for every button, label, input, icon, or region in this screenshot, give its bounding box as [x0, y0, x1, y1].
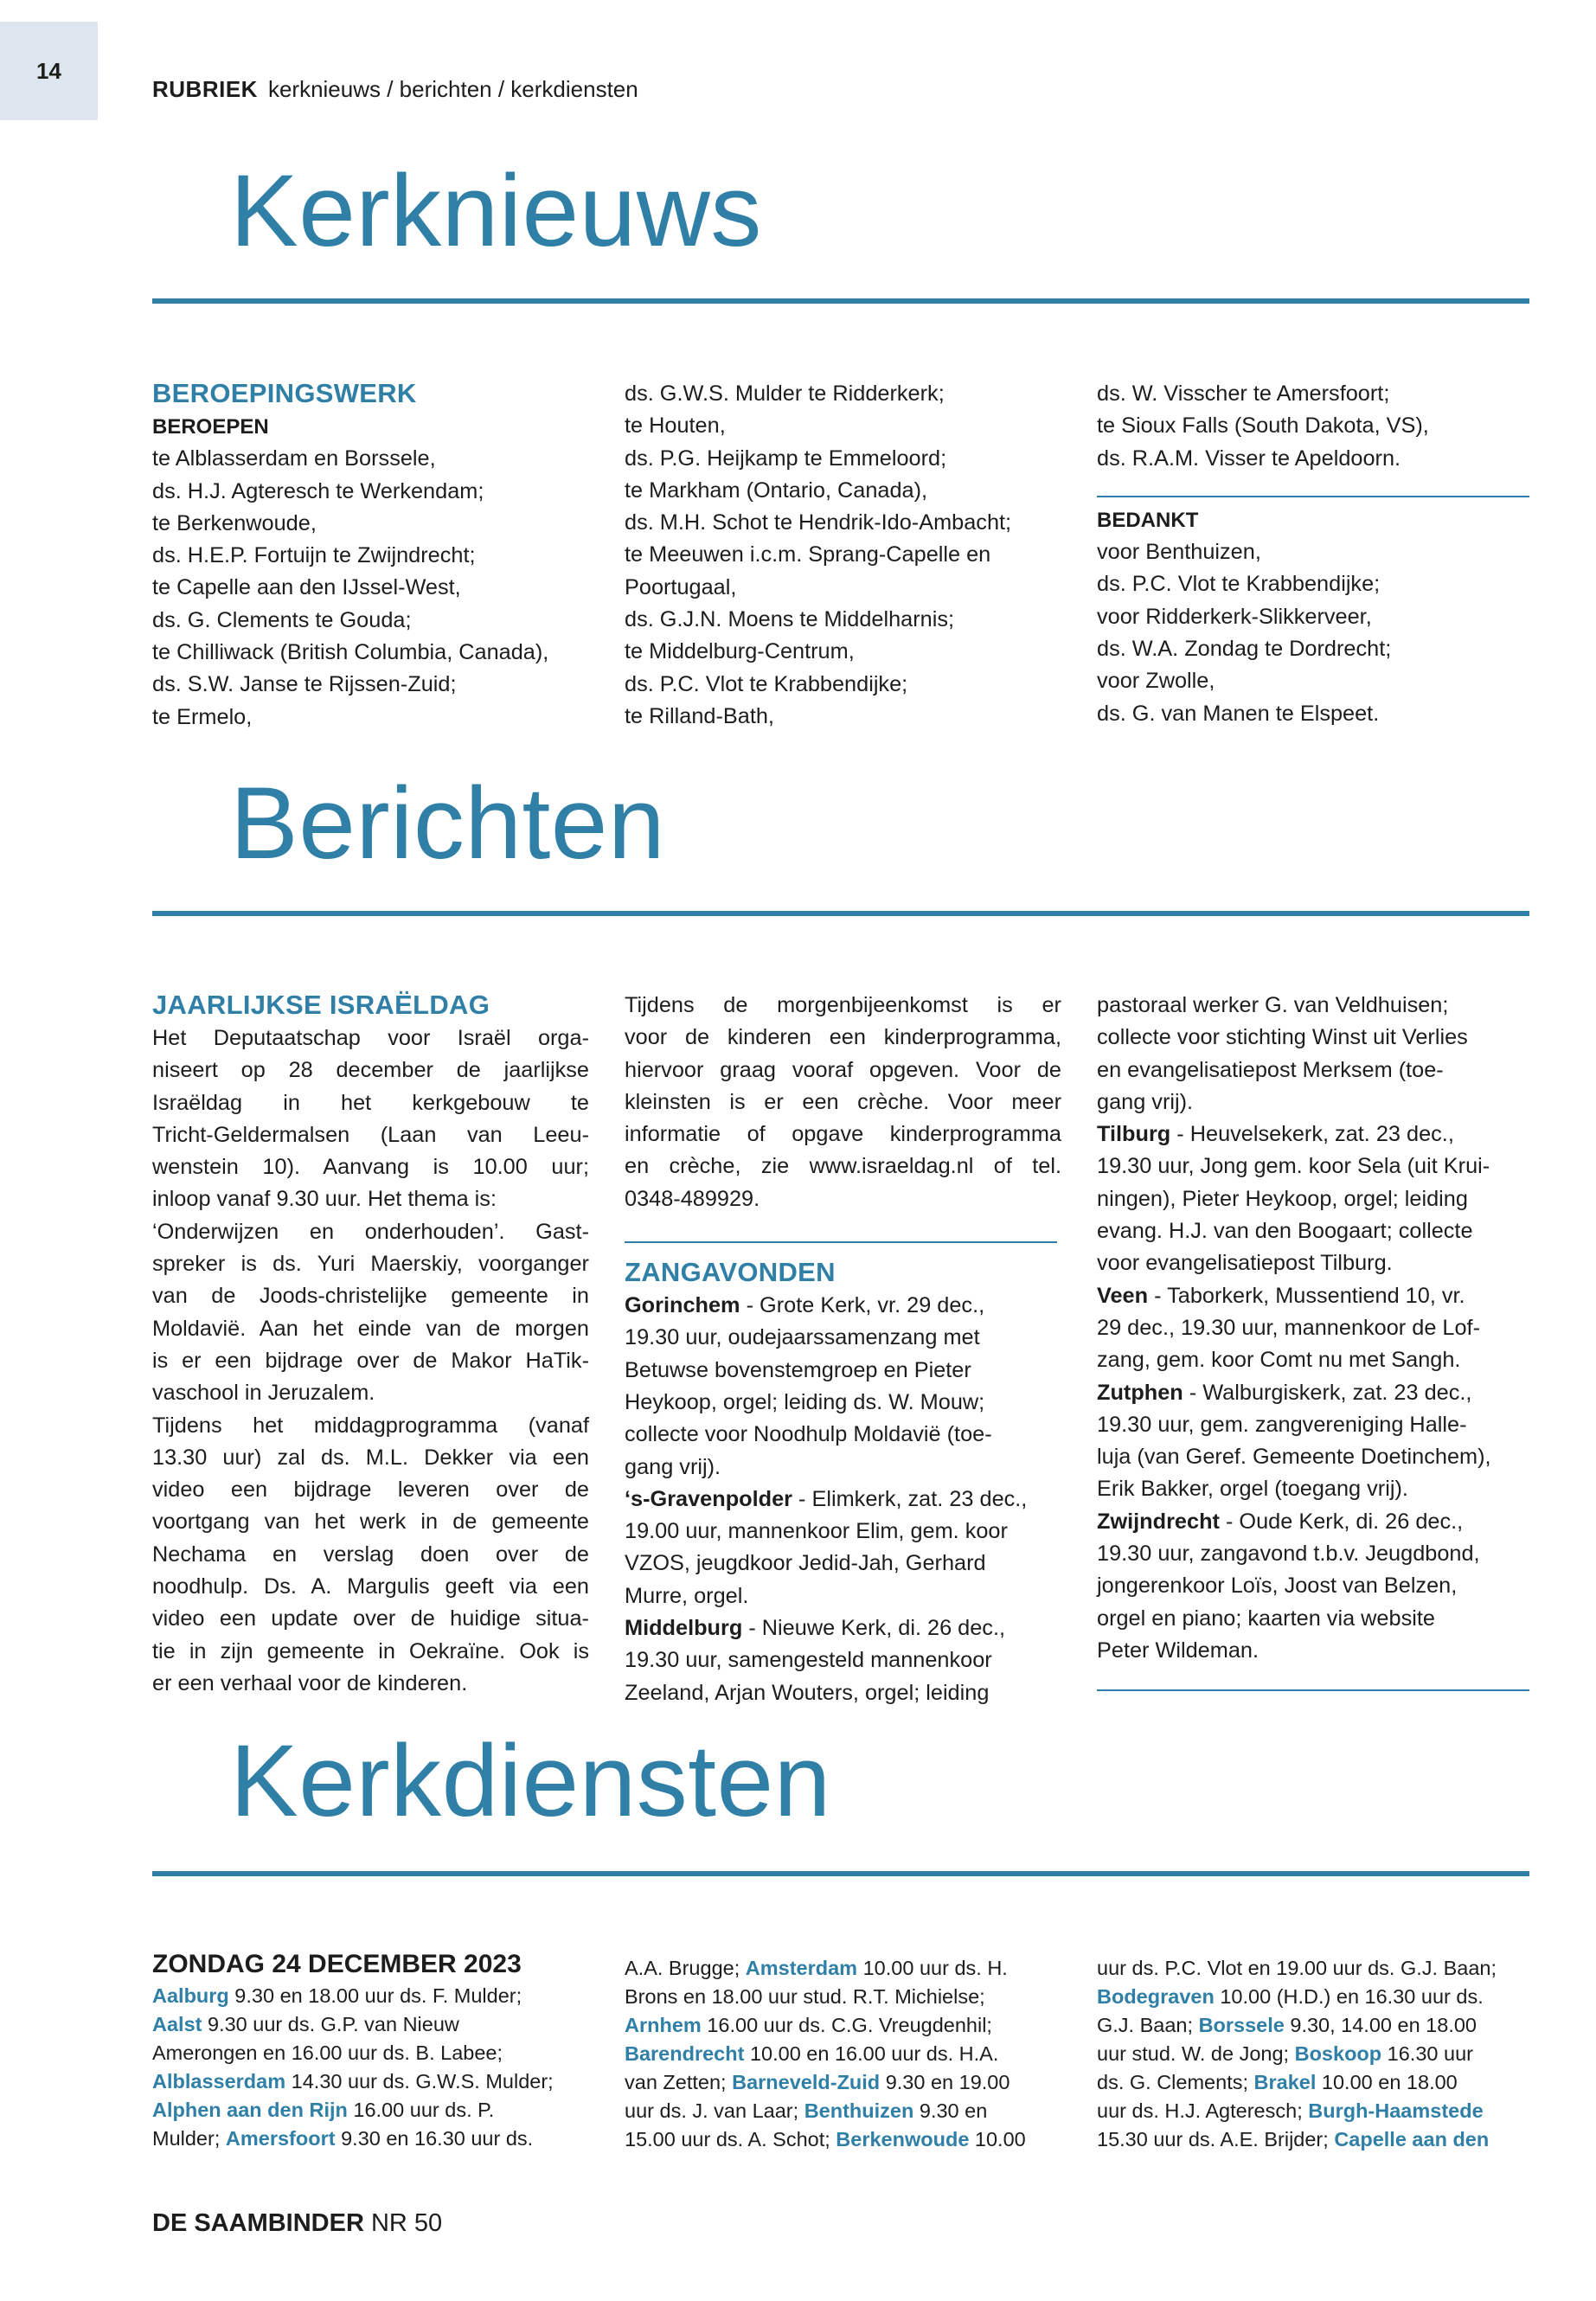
magazine-name: DE SAAMBINDER — [152, 2209, 364, 2237]
israeldag-line: is er een bijdrage over de Makor HaTik- — [152, 1348, 589, 1373]
israeldag-line: video een update over de huidige situa- — [152, 1606, 589, 1631]
zangavond-text: - Elimkerk, zat. 23 dec., — [792, 1486, 1028, 1511]
zangavond-line — [625, 1548, 1061, 1580]
zangavond-line — [1097, 1538, 1534, 1570]
beroep-line: ds. S.W. Janse te Rijssen-Zuid; — [152, 672, 457, 697]
kerkdiensten-col-2 — [625, 1954, 1061, 2154]
service-text: 15.30 uur ds. A.E. Brijder; — [1097, 2128, 1335, 2150]
zangavond-text: en evangelisatiepost Merksem (toe- — [1097, 1057, 1444, 1082]
divider — [1097, 496, 1529, 497]
berichten-rule — [152, 911, 1529, 916]
bedankt-line: ds. W.A. Zondag te Dordrecht; — [1097, 637, 1392, 662]
beroep-line: Poortugaal, — [625, 574, 737, 599]
zangavond-line — [625, 1484, 1061, 1516]
zangavond-text: Murre, orgel. — [625, 1583, 749, 1608]
service-text: A.A. Brugge; — [625, 1957, 746, 1979]
kerknieuws-col-3 — [1097, 378, 1534, 730]
zangavond-line — [1097, 1215, 1534, 1247]
kerkdiensten-rule — [152, 1871, 1529, 1876]
zangavond-line — [1097, 990, 1534, 1022]
zangavond-text: 19.30 uur, Jong gem. koor Sela (uit Krui- — [1097, 1154, 1490, 1179]
israeldag-line: ‘Onderwijzen en onderhouden’. Gast- — [152, 1219, 589, 1244]
service-text: 9.30 en 19.00 — [880, 2071, 1010, 2093]
bedankt-line: ds. P.C. Vlot te Krabbendijke; — [1097, 572, 1381, 597]
service-text: 16.00 uur ds. P. — [347, 2099, 495, 2121]
israeldag-line: spreker is ds. Yuri Maerskiy, voorganger — [152, 1252, 589, 1277]
bedankt-line: ds. G. van Manen te Elspeet. — [1097, 701, 1380, 726]
beroep-line: ds. M.H. Schot te Hendrik-Ido-Ambacht; — [625, 510, 1012, 535]
services-list-cont — [625, 1954, 1061, 2154]
zangavond-line — [625, 1612, 1061, 1644]
israeldag-line: kleinsten is er een crèche. Voor meer — [625, 1089, 1061, 1114]
service-text: ds. G. Clements; — [1097, 2071, 1254, 2093]
service-place: Brakel — [1253, 2071, 1317, 2093]
beroep-line: te Ermelo, — [152, 704, 253, 729]
zangavond-line — [1097, 1022, 1534, 1054]
service-line — [152, 1982, 589, 2010]
divider — [625, 1241, 1057, 1243]
service-place: Borssele — [1198, 2014, 1285, 2036]
zangavond-line — [625, 1322, 1061, 1354]
kerknieuws-col-1 — [152, 376, 589, 734]
service-text: Brons en 18.00 uur stud. R.T. Michielse; — [625, 1985, 985, 2008]
zangavond-text: 29 dec., 19.30 uur, mannenkoor de Lof- — [1097, 1315, 1481, 1340]
service-line — [152, 2096, 589, 2125]
zangavond-place: Gorinchem — [625, 1293, 740, 1318]
zangavond-place: Zwijndrecht — [1097, 1509, 1220, 1534]
zangavonden-list-cont — [1097, 990, 1534, 1667]
zangavond-line — [1097, 1377, 1534, 1409]
israeldag-line: Tijdens het middagprogramma (vanaf — [152, 1413, 589, 1438]
service-place: Aalburg — [152, 1984, 229, 2007]
zangavond-line — [625, 1452, 1061, 1484]
service-line — [1097, 1954, 1534, 1983]
service-text: 9.30 en 18.00 uur ds. F. Mulder; — [228, 1984, 522, 2007]
zangavond-text: luja (van Geref. Gemeente Doetinchem), — [1097, 1445, 1491, 1470]
zangavond-text: - Taborkerk, Mussentiend 10, vr. — [1148, 1283, 1465, 1308]
service-place: Benthuizen — [804, 2099, 914, 2122]
zangavond-line — [625, 1516, 1061, 1548]
kerkdiensten-title: Kerkdiensten — [230, 1724, 831, 1838]
service-place: Berkenwoude — [836, 2128, 970, 2150]
service-line — [1097, 2068, 1534, 2097]
service-text: 9.30 en 16.30 uur ds. — [335, 2127, 534, 2150]
zangavond-text: voor evangelisatiepost Tilburg. — [1097, 1251, 1393, 1276]
service-line — [1097, 2125, 1534, 2154]
zangavond-text: collecte voor stichting Winst uit Verlies — [1097, 1025, 1468, 1050]
israeldag-line: 13.30 uur) zal ds. M.L. Dekker via een — [152, 1445, 589, 1470]
issue-number: NR 50 — [370, 2209, 443, 2237]
beroep-line: te Middelburg-Centrum, — [625, 639, 855, 664]
service-text: 16.00 uur ds. C.G. Vreugdenhil; — [701, 2014, 992, 2036]
zangavond-place: ‘s-Gravenpolder — [625, 1486, 793, 1511]
service-text: 15.00 uur ds. A. Schot; — [625, 2128, 836, 2150]
service-text: 16.30 uur — [1381, 2042, 1473, 2065]
zangavond-place: Tilburg — [1097, 1122, 1171, 1147]
zangavond-line — [1097, 1280, 1534, 1312]
service-place: Aalst — [152, 2013, 202, 2035]
israeldag-line: Israëldag in het kerkgebouw te — [152, 1090, 589, 1115]
beroep-line: ds. G. Clements te Gouda; — [152, 607, 412, 632]
service-line — [152, 2010, 589, 2039]
beroep-line: te Alblasserdam en Borssele, — [152, 446, 436, 471]
beroep-line: te Markham (Ontario, Canada), — [625, 478, 928, 503]
zangavond-text: ningen), Pieter Heykoop, orgel; leiding — [1097, 1186, 1468, 1211]
service-place: Burgh-Haamstede — [1308, 2099, 1484, 2122]
service-line — [152, 2125, 589, 2153]
israeldag-line: noodhulp. Ds. A. Margulis geeft via een — [152, 1574, 589, 1599]
zangavond-line — [625, 1419, 1061, 1451]
zangavond-text: 19.30 uur, samengesteld mannenkoor — [625, 1648, 992, 1673]
service-place: Barneveld-Zuid — [732, 2071, 881, 2093]
zangavond-text: Peter Wildeman. — [1097, 1638, 1259, 1663]
beroep-line: te Rilland-Bath, — [625, 703, 774, 728]
israeldag-text-cont — [625, 990, 1061, 1215]
zangavond-line — [1097, 1603, 1534, 1635]
service-text: uur ds. J. van Laar; — [625, 2099, 804, 2122]
zangavond-text: zang, gem. koor Comt nu met Sangh. — [1097, 1348, 1461, 1373]
beroep-line: te Chilliwack (British Columbia, Canada), — [152, 640, 549, 665]
zangavond-text: orgel en piano; kaarten via website — [1097, 1606, 1435, 1631]
israeldag-line: Nechama en verslag doen over de — [152, 1541, 589, 1567]
beroep-line: ds. P.C. Vlot te Krabbendijke; — [625, 671, 908, 696]
zangavond-text: 19.00 uur, mannenkoor Elim, gem. koor — [625, 1519, 1008, 1544]
israeldag-line: video een bijdrage leveren over de — [152, 1477, 589, 1503]
service-line — [1097, 2011, 1534, 2040]
service-text: 10.00 — [969, 2128, 1026, 2150]
zangavond-line — [625, 1644, 1061, 1676]
zangavond-line — [1097, 1150, 1534, 1183]
beroepen-list — [152, 443, 589, 734]
zangavond-line — [1097, 1473, 1534, 1505]
service-place: Arnhem — [625, 2014, 702, 2036]
service-text: 9.30, 14.00 en 18.00 — [1284, 2014, 1477, 2036]
service-text: Mulder; — [152, 2127, 226, 2150]
israeldag-line: voor de kinderen een kinderprogramma, — [625, 1025, 1061, 1050]
service-text: uur ds. P.C. Vlot en 19.00 uur ds. G.J. Baan; — [1097, 1957, 1497, 1979]
service-line — [1097, 1983, 1534, 2011]
israeldag-line: vaschool in Jeruzalem. — [152, 1381, 375, 1406]
zangavond-line — [1097, 1183, 1534, 1215]
rubriek-label: RUBRIEK — [152, 76, 258, 102]
zangavond-text: collecte voor Noodhulp Moldavië (toe- — [625, 1422, 992, 1447]
beroep-line: ds. G.J.N. Moens te Middelharnis; — [625, 607, 955, 632]
bedankt-label: BEDANKT — [1097, 508, 1199, 532]
zangavonden-list — [625, 1290, 1061, 1709]
service-line — [625, 2097, 1061, 2125]
zangavond-line — [625, 1355, 1061, 1387]
kerkdiensten-col-1 — [152, 1947, 589, 2153]
service-line — [1097, 2097, 1534, 2125]
israeldag-line: van de Joods-christelijke gemeente in — [152, 1284, 589, 1309]
beroep-line: te Meeuwen i.c.m. Sprang-Capelle en — [625, 542, 991, 567]
zangavond-text: evang. H.J. van den Boogaart; collecte — [1097, 1219, 1473, 1244]
service-line — [625, 1954, 1061, 1983]
beroep-line: ds. W. Visscher te Amersfoort; — [1097, 381, 1390, 406]
zangavond-text: 19.30 uur, gem. zangvereniging Halle- — [1097, 1412, 1467, 1437]
zangavond-line — [1097, 1118, 1534, 1150]
kerkdiensten-col-3 — [1097, 1954, 1534, 2154]
zangavond-text: Heykoop, orgel; leiding ds. W. Mouw; — [625, 1389, 985, 1414]
beroep-line: ds. R.A.M. Visser te Apeldoorn. — [1097, 445, 1401, 471]
israeldag-line: Moldavië. Aan het einde van de morgen — [152, 1316, 589, 1341]
service-text: 10.00 uur ds. H. — [857, 1957, 1008, 1979]
israeldag-line: en crèche, zie www.israeldag.nl of tel. — [625, 1154, 1061, 1179]
beroepingswerk-heading: BEROEPINGSWERK — [152, 378, 417, 408]
service-place: Boskoop — [1294, 2042, 1382, 2065]
service-line — [625, 2125, 1061, 2154]
beroep-line: te Sioux Falls (South Dakota, VS), — [1097, 413, 1429, 439]
service-date-heading: ZONDAG 24 DECEMBER 2023 — [152, 1950, 522, 1978]
berichten-title: Berichten — [230, 766, 666, 881]
zangavond-text: Zeeland, Arjan Wouters, orgel; leiding — [625, 1680, 990, 1705]
service-line — [625, 1983, 1061, 2011]
beroepen-list-cont — [625, 378, 1061, 733]
berichten-col-3 — [1097, 990, 1534, 1691]
zangavond-text: - Nieuwe Kerk, di. 26 dec., — [742, 1616, 1006, 1641]
zangavond-line — [625, 1677, 1061, 1709]
berichten-col-2 — [625, 990, 1061, 1709]
kerknieuws-rule — [152, 298, 1529, 304]
zangavond-line — [625, 1580, 1061, 1612]
service-text: uur stud. W. de Jong; — [1097, 2042, 1295, 2065]
divider — [1097, 1689, 1529, 1691]
zangavond-line — [625, 1290, 1061, 1322]
israeldag-line: tie in zijn gemeente in Oekraïne. Ook is — [152, 1638, 589, 1663]
zangavond-text: - Walburgiskerk, zat. 23 dec., — [1183, 1380, 1472, 1405]
israeldag-line: er een verhaal voor de kinderen. — [152, 1670, 468, 1695]
service-text: 9.30 uur ds. G.P. van Nieuw — [202, 2013, 459, 2035]
israeldag-text — [152, 1022, 589, 1700]
zangavond-text: 19.30 uur, zangavond t.b.v. Jeugdbond, — [1097, 1541, 1480, 1567]
service-place: Capelle aan den — [1334, 2128, 1490, 2150]
beroep-line: te Capelle aan den IJssel-West, — [152, 575, 461, 600]
zangavond-line — [1097, 1635, 1534, 1667]
service-place: Amersfoort — [225, 2127, 336, 2150]
service-place: Amsterdam — [745, 1957, 858, 1979]
israeldag-line: Tijdens de morgenbijeenkomst is er — [625, 993, 1061, 1017]
zangavonden-heading: ZANGAVONDEN — [625, 1257, 836, 1288]
israeldag-line: 0348-489929. — [625, 1186, 760, 1211]
service-line — [625, 2068, 1061, 2097]
beroep-line: ds. H.J. Agteresch te Werkendam; — [152, 478, 484, 503]
zangavond-text: Erik Bakker, orgel (toegang vrij). — [1097, 1477, 1408, 1502]
service-line — [152, 2067, 589, 2096]
berichten-col-1 — [152, 988, 589, 1700]
zangavond-line — [1097, 1409, 1534, 1441]
zangavond-line — [1097, 1506, 1534, 1538]
service-line — [152, 2039, 589, 2067]
zangavond-text: - Heuvelsekerk, zat. 23 dec., — [1170, 1122, 1454, 1147]
service-line — [1097, 2040, 1534, 2068]
beroepen-label: BEROEPEN — [152, 415, 269, 439]
service-line — [625, 2040, 1061, 2068]
israeldag-line: voortgang van het werk in de gemeente — [152, 1509, 589, 1535]
service-text: 10.00 en 16.00 uur ds. H.A. — [744, 2042, 999, 2065]
zangavond-place: Zutphen — [1097, 1380, 1183, 1405]
israeldag-line: Tricht-Geldermalsen (Laan van Leeu- — [152, 1122, 589, 1147]
beroep-line: ds. G.W.S. Mulder te Ridderkerk; — [625, 381, 945, 406]
service-place: Alblasserdam — [152, 2070, 286, 2093]
service-text: G.J. Baan; — [1097, 2014, 1199, 2036]
service-place: Bodegraven — [1097, 1985, 1215, 2008]
zangavond-line — [1097, 1247, 1534, 1279]
beroepen-list-end — [1097, 378, 1534, 475]
beroep-line: ds. P.G. Heijkamp te Emmeloord; — [625, 445, 947, 471]
israeldag-heading: JAARLIJKSE ISRAËLDAG — [152, 990, 490, 1020]
zangavond-line — [1097, 1441, 1534, 1473]
bedankt-line: voor Zwolle, — [1097, 669, 1215, 694]
beroep-line: ds. H.E.P. Fortuijn te Zwijndrecht; — [152, 543, 476, 568]
bedankt-line: voor Ridderkerk-Slikkerveer, — [1097, 604, 1372, 629]
zangavond-text: gang vrij). — [1097, 1089, 1194, 1114]
zangavond-line — [1097, 1054, 1534, 1086]
footer — [152, 2209, 442, 2238]
israeldag-line: wenstein 10). Aanvang is 10.00 uur; — [152, 1155, 589, 1180]
rubriek-path: kerknieuws / berichten / kerkdiensten — [267, 76, 638, 102]
beroep-line: te Berkenwoude, — [152, 510, 317, 535]
service-text: 14.30 uur ds. G.W.S. Mulder; — [285, 2070, 554, 2093]
service-text: 9.30 en — [913, 2099, 988, 2122]
israeldag-line: hiervoor graag vooraf opgeven. Voor de — [625, 1057, 1061, 1082]
zangavond-text: pastoraal werker G. van Veldhuisen; — [1097, 993, 1449, 1017]
page-number: 14 — [0, 22, 98, 120]
zangavond-line — [1097, 1344, 1534, 1376]
israeldag-line: inloop vanaf 9.30 uur. Het thema is: — [152, 1187, 497, 1212]
service-line — [625, 2011, 1061, 2040]
beroep-line: te Houten, — [625, 413, 726, 439]
services-list — [152, 1982, 589, 2153]
services-list-end — [1097, 1954, 1534, 2154]
zangavond-line — [1097, 1086, 1534, 1118]
zangavond-text: 19.30 uur, oudejaarssamenzang met — [625, 1325, 980, 1350]
zangavond-text: - Oude Kerk, di. 26 dec., — [1219, 1509, 1464, 1534]
rubriek-header — [152, 76, 638, 103]
service-text: uur ds. H.J. Agteresch; — [1097, 2099, 1309, 2122]
zangavond-text: gang vrij). — [625, 1454, 721, 1479]
israeldag-line: niseert op 28 december de jaarlijkse — [152, 1058, 589, 1083]
kerknieuws-col-2 — [625, 378, 1061, 733]
service-text: van Zetten; — [625, 2071, 733, 2093]
zangavond-text: jongerenkoor Loïs, Joost van Belzen, — [1097, 1574, 1458, 1599]
zangavond-text: Betuwse bovenstemgroep en Pieter — [625, 1357, 971, 1382]
kerknieuws-title: Kerknieuws — [230, 154, 762, 268]
zangavond-text: - Grote Kerk, vr. 29 dec., — [740, 1293, 985, 1318]
service-place: Barendrecht — [625, 2042, 745, 2065]
zangavond-line — [1097, 1570, 1534, 1602]
zangavond-place: Veen — [1097, 1283, 1149, 1308]
israeldag-line: Het Deputaatschap voor Israël orga- — [152, 1026, 589, 1050]
service-text: 10.00 (H.D.) en 16.30 uur ds. — [1214, 1985, 1484, 2008]
zangavond-place: Middelburg — [625, 1616, 743, 1641]
service-text: Amerongen en 16.00 uur ds. B. Labee; — [152, 2041, 503, 2064]
bedankt-line: voor Benthuizen, — [1097, 540, 1261, 565]
bedankt-list — [1097, 536, 1534, 730]
service-place: Alphen aan den Rijn — [152, 2099, 348, 2121]
zangavond-text: VZOS, jeugdkoor Jedid-Jah, Gerhard — [625, 1551, 986, 1576]
zangavond-line — [625, 1387, 1061, 1419]
zangavond-line — [1097, 1312, 1534, 1344]
service-text: 10.00 en 18.00 — [1316, 2071, 1458, 2093]
israeldag-line: informatie of opgave kinderprogramma — [625, 1122, 1061, 1147]
